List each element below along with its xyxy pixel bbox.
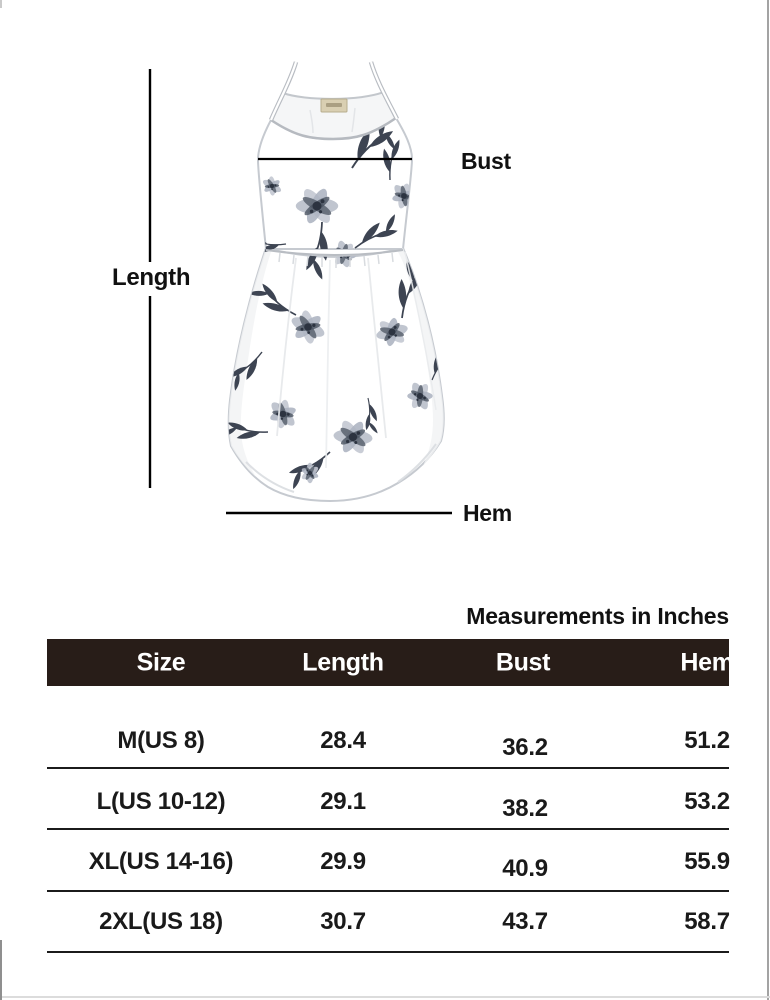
row-divider	[47, 767, 729, 769]
cell-bust: 38.2	[502, 795, 548, 822]
hem-annotation-label: Hem	[463, 500, 512, 526]
cell-size: M(US 8)	[117, 727, 205, 754]
image-left-border	[0, 940, 2, 1000]
bust-annotation-label: Bust	[461, 148, 511, 174]
row-divider	[47, 828, 729, 830]
length-annotation-label: Length	[112, 264, 191, 291]
cell-size: 2XL(US 18)	[99, 908, 223, 935]
cell-hem: 51.2	[684, 727, 730, 754]
cell-size: L(US 10-12)	[96, 788, 226, 815]
table-title: Measurements in Inches	[466, 603, 729, 629]
table-row	[47, 907, 729, 937]
cell-length: 29.9	[320, 848, 366, 875]
table-row	[47, 847, 730, 882]
col-header-length: Length	[302, 648, 384, 676]
col-header-bust: Bust	[495, 648, 551, 676]
cell-hem: 53.2	[684, 788, 730, 815]
cell-bust: 43.7	[502, 908, 548, 935]
cell-length: 30.7	[320, 908, 366, 935]
cell-hem: 55.9	[684, 848, 730, 875]
image-topleft-border	[0, 0, 2, 8]
col-header-hem: Hem	[680, 648, 734, 676]
table-header	[47, 639, 734, 686]
cell-hem: 58.7	[684, 908, 730, 935]
row-divider	[47, 890, 729, 892]
cell-bust: 40.9	[502, 855, 548, 882]
table-row	[47, 726, 730, 761]
cell-length: 28.4	[320, 727, 366, 754]
cell-size: XL(US 14-16)	[88, 848, 234, 875]
image-bottom-border	[0, 996, 770, 998]
cell-length: 29.1	[320, 788, 366, 815]
table-row	[47, 787, 730, 822]
col-header-size: Size	[136, 648, 186, 676]
cell-bust: 36.2	[502, 734, 548, 761]
image-right-border	[767, 0, 769, 1000]
row-divider	[47, 951, 729, 953]
